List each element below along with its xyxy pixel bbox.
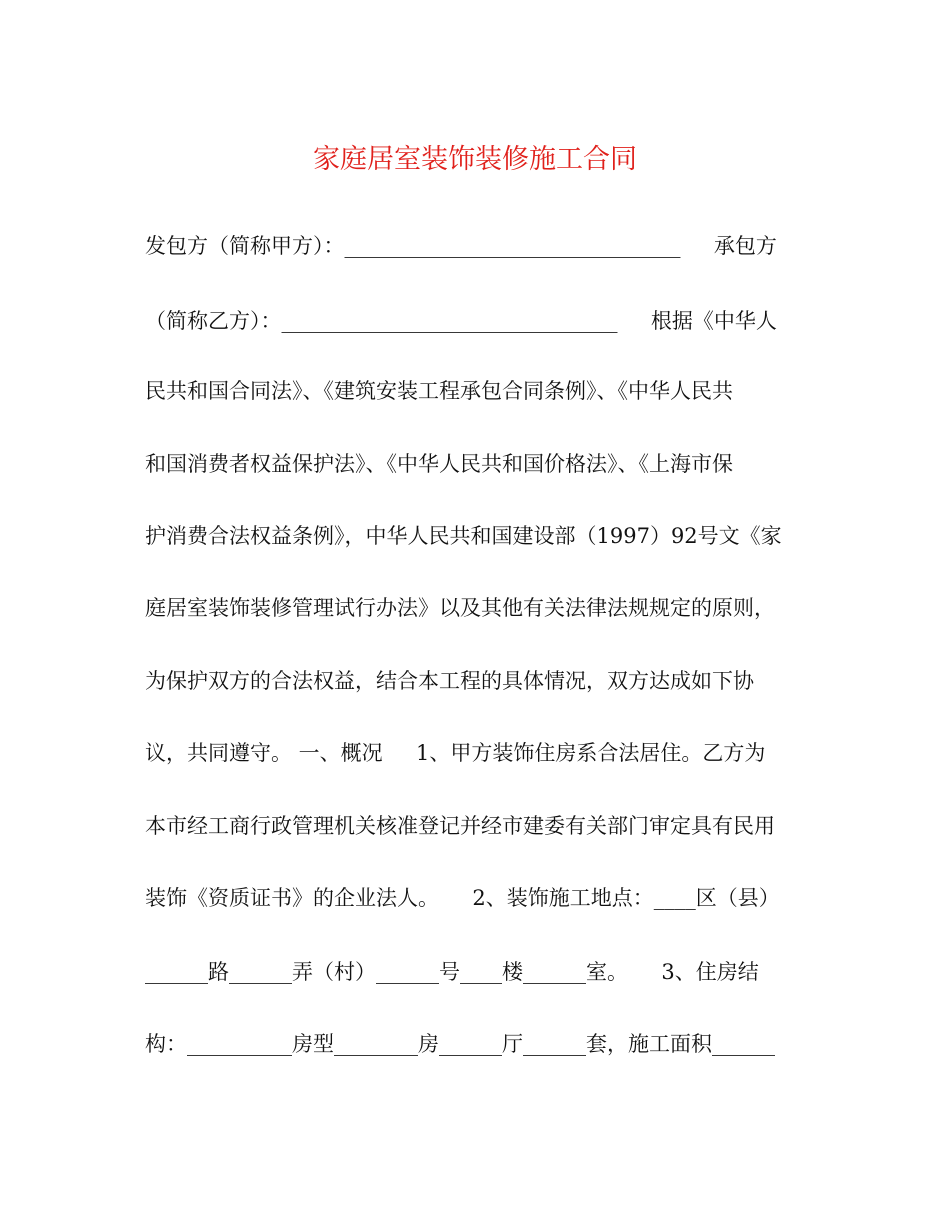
body-line: 护消费合法权益条例》，中华人民共和国建设部（1997）92号文《家 [145, 524, 782, 548]
body-line: 民共和国合同法》、《建筑安装工程承包合同条例》、《中华人民共 [145, 379, 733, 403]
body-line: 为保护双方的合法权益，结合本工程的具体情况，双方达成如下协 [145, 669, 754, 693]
document-title: 家庭居室装饰装修施工合同 [313, 144, 637, 175]
body-line: 发包方（简称甲方）：________________________________ 承包方 [145, 234, 777, 258]
body-line: 装饰《资质证书》的企业法人。 2、装饰施工地点：____区（县） [145, 886, 780, 910]
body-line: 构：__________房型________房______厅______套，施工面积______ [145, 1032, 775, 1056]
body-line: ______路______弄（村）______号____楼______室。 3、住房结 [145, 960, 759, 984]
body-line: 和国消费者权益保护法》、《中华人民共和国价格法》、《上海市保 [145, 452, 733, 476]
body-line: 本市经工商行政管理机关核准登记并经市建委有关部门审定具有民用 [145, 814, 775, 838]
body-line: （简称乙方）：________________________________ 根据《中华人 [145, 309, 777, 333]
body-line: 庭居室装饰装修管理试行办法》以及其他有关法律法规规定的原则， [145, 596, 775, 620]
body-line: 议，共同遵守。 一、概况 1、甲方装饰住房系合法居住。乙方为 [145, 741, 766, 765]
